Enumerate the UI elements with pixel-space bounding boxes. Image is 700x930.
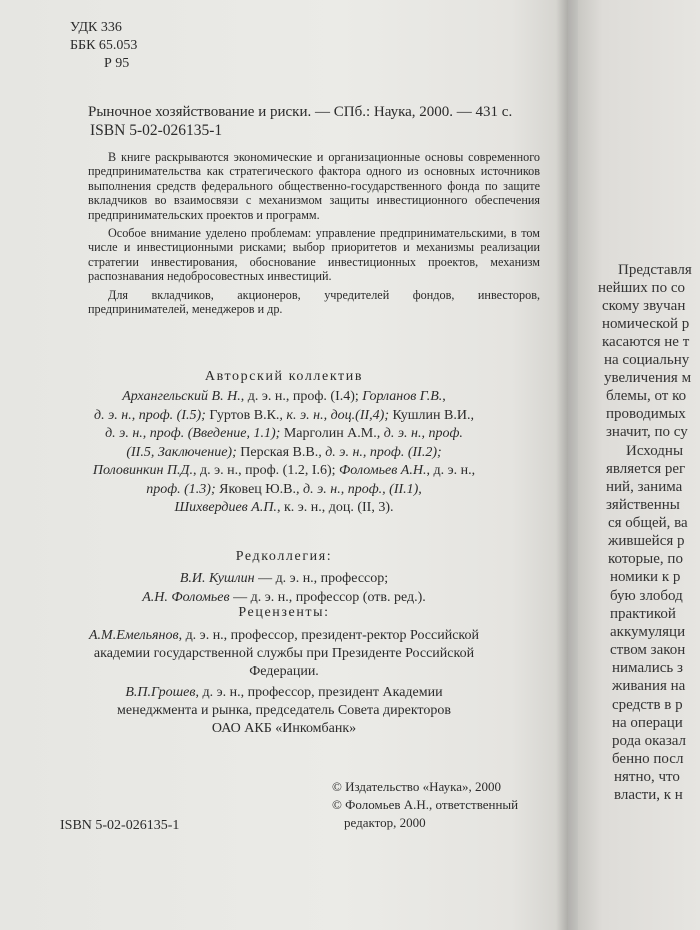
isbn-top: ISBN 5-02-026135-1 (90, 122, 223, 139)
credit-line (0, 462, 568, 479)
bibliographic-entry: Рыночное хозяйствование и риски. — СПб.: Наука, 2000. — 431 с. (88, 104, 513, 120)
facing-page-line: блемы, от ко (606, 388, 687, 404)
facing-page-line: касаются не т (602, 334, 690, 350)
person-name: А.Н. Фоломьев (142, 590, 230, 605)
credit-line (0, 499, 568, 516)
credit-line (0, 627, 568, 644)
facing-page-line: увеличения м (604, 370, 692, 386)
facing-page-line: живания на (612, 678, 686, 694)
facing-page-line: аккумуляци (610, 624, 686, 640)
authors-heading: Авторский коллектив (204, 369, 364, 384)
isbn-bottom: ISBN 5-02-026135-1 (60, 818, 180, 833)
credit-details: менеджмента и рынка, председатель Совета директоров (117, 703, 451, 718)
facing-page (578, 0, 700, 930)
credit-details: Марголин А.М. (283, 426, 377, 441)
credit-line (0, 444, 568, 461)
credit-details: , к. э. н., доц. (II, 3). (276, 500, 394, 515)
credit-line (0, 481, 568, 498)
copyright-editor-year: редактор, 2000 (344, 815, 426, 830)
facing-page-line: нимались з (612, 660, 683, 676)
facing-page-line: нятно, что (614, 769, 680, 785)
credit-details: — д. э. н., профессор; (254, 571, 389, 586)
facing-page-line: скому звучан (602, 298, 686, 314)
facing-page-line: практикой (610, 606, 676, 622)
person-name: проф. (1.3); (146, 481, 220, 497)
person-name: , (470, 407, 474, 423)
credit-line (0, 645, 568, 662)
abstract (88, 150, 540, 320)
facing-page-line: проводимых (606, 406, 686, 422)
facing-page-line: ством закон (610, 642, 686, 658)
person-name: д. э. н., проф. (I.5); (94, 407, 210, 423)
credit-details: академии государственной службы при Президенте Российской (93, 646, 475, 661)
person-name: д. э. н., проф. (Введение, 1.1); (105, 426, 284, 441)
facing-page-line: которые, по (608, 551, 683, 567)
credit-line (0, 663, 568, 680)
facing-page-line: номики к р (610, 569, 681, 585)
credit-details: Гуртов В.К. (209, 407, 280, 423)
credit-details: , д. э. н., проф. (1.2, I.6); (192, 463, 340, 478)
person-name: , д. э. н., проф. (376, 426, 463, 441)
facing-page-line: на операци (612, 715, 683, 731)
credit-details: Яковец Ю.В. (219, 481, 297, 497)
person-name: А.М.Емельянов (88, 628, 179, 643)
facing-page-line: номической р (602, 316, 690, 332)
facing-page-line: бую злобод (610, 588, 683, 604)
person-name: , к. э. н., доц.(II,4); (279, 407, 393, 423)
person-name: В.П.Грошев (125, 685, 196, 700)
person-name: Горланов Г.В. (362, 389, 443, 404)
credit-details: Федерации. (249, 664, 319, 679)
person-name: , д. э. н., проф. (II.2); (318, 444, 442, 460)
credit-line (0, 425, 568, 442)
facing-page-line: зяйственны (606, 497, 680, 513)
person-name: Фоломьев А.Н. (339, 463, 427, 478)
credit-line (0, 407, 568, 424)
facing-page-line: ний, занима (606, 479, 683, 495)
udk-code: УДК 336 (70, 20, 122, 35)
person-name: В.И. Кушлин (179, 571, 255, 586)
abstract-paragraph-3: Для вкладчиков, акционеров, учредителей фондов, инвесторов, предпринимателей, менеджеров и др. (88, 287, 540, 317)
credit-details: , д. э. н., (426, 463, 476, 478)
person-name: , д. э. н., проф., (II.1), (296, 481, 422, 497)
credit-details: — д. э. н., профессор (отв. ред.). (229, 590, 426, 605)
credit-line (0, 702, 568, 719)
abstract-paragraph-1: В книге раскрываются экономические и организационные основы современного предпринимательства как стратегического фактора одного из основных источников выполнения средств федерального общественно-государственного фонда по защите вкладчиков во взаимосвязи с механизмом защиты инвестиционного обеспечения предпринимательских проектов и программ. (88, 150, 540, 222)
person-name: (II.5, Заключение); (126, 444, 241, 460)
abstract-paragraph-2: Особое внимание уделено проблемам: управление предпринимательскими, в том числе и инвестиционными рисками; выбор приоритетов и механизмы реализации стратегии инвестирования, обоснование инвестиционных проектов, механизм распознавания недобросовестных инвестиций. (88, 226, 540, 284)
credit-details: , д. э. н., проф. (I.4); (240, 389, 363, 404)
credit-line (0, 720, 568, 737)
person-name: Архангельский В. Н. (122, 389, 241, 404)
credit-details: Кушлин В.И. (392, 407, 471, 423)
facing-page-line: значит, по су (606, 424, 688, 440)
credit-details: Перская В.В. (240, 444, 319, 460)
copyright-publisher: © Издательство «Наука», 2000 (332, 779, 501, 794)
credit-line (0, 684, 568, 701)
credit-details: , (442, 389, 446, 404)
reviewers-heading: Рецензенты: (238, 605, 330, 620)
credit-line (0, 388, 568, 405)
facing-page-line: Представля (618, 262, 692, 278)
facing-page-line: ся общей, ва (608, 515, 688, 531)
facing-page-line: бенно посл (612, 751, 684, 767)
facing-page-line: власти, к н (614, 787, 683, 803)
credit-details: , д. э. н., профессор, президент-ректор Российской (178, 628, 480, 643)
facing-page-line: на социальну (604, 352, 690, 368)
facing-page-line: является рег (606, 461, 686, 477)
copyright-editor: © Фоломьев А.Н., ответственный (332, 797, 519, 812)
credit-details: ОАО АКБ «Инкомбанк» (211, 721, 357, 736)
person-name: Половинкин П.Д. (92, 463, 193, 478)
credit-details: , д. э. н., профессор, президент Академии (195, 685, 443, 700)
facing-page-line: жившейся р (608, 533, 685, 549)
editorial-board-heading: Редколлегия: (235, 549, 333, 564)
credit-line (0, 570, 568, 587)
person-name: Шихвердиев А.П. (174, 500, 277, 515)
facing-page-line: Исходны (626, 443, 684, 459)
facing-page-line: нейших по со (598, 280, 685, 296)
bbk-code: ББК 65.053 (70, 38, 138, 53)
facing-page-line: рода оказал (612, 733, 687, 749)
facing-page-line: средств в р (612, 697, 683, 713)
author-mark: Р 95 (104, 56, 130, 71)
